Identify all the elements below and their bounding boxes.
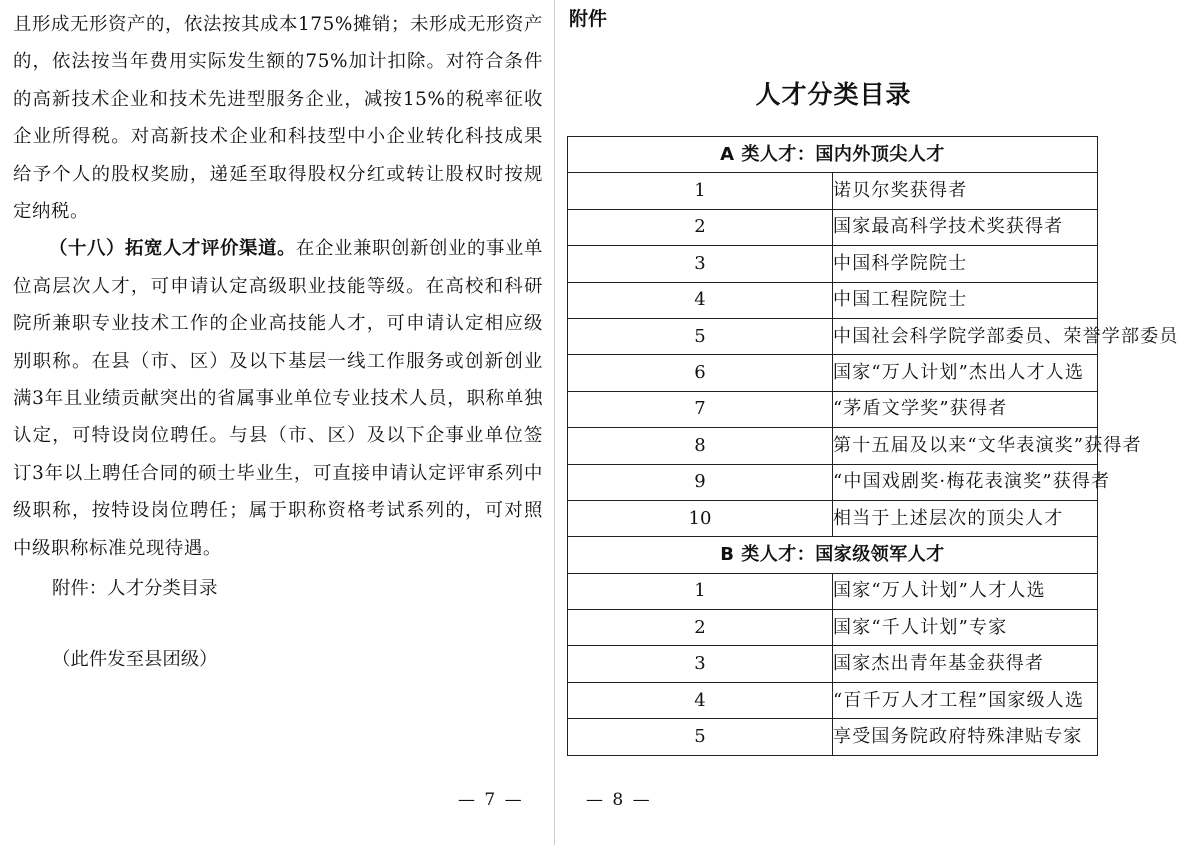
category-b-heading: B 类人才：国家级领军人才 — [568, 537, 1098, 573]
table-row — [568, 573, 1098, 609]
table-row — [568, 428, 1098, 464]
body-text — [13, 6, 543, 567]
row-number: 6 — [568, 355, 833, 391]
document-title: 人才分类目录 — [755, 80, 912, 109]
row-number: 9 — [568, 464, 833, 500]
row-number: 10 — [568, 500, 833, 536]
left-page — [0, 0, 555, 845]
attachment-label: 附件 — [569, 8, 608, 30]
row-number: 7 — [568, 391, 833, 427]
paragraph-2-body: 在企业兼职创新创业的事业单位高层次人才，可申请认定高级职业技能等级。在高校和科研院所兼职专业技术工作的企业高技能人才，可申请认定相应级别职称。在县（市、区）及以下基层一线工作服务或创新创业满3年且业绩贡献突出的省属事业单位专业技术人员，职称单独认定，可特设岗位聘任。与县（市、区）及以下企事业单位签订3年以上聘任合同的硕士毕业生，可直接申请认定评审系列中级职称，按特设岗位聘任；属于职称资格考试系列的，可对照中级职称标准兑现待遇。 — [13, 238, 543, 559]
row-number: 8 — [568, 428, 833, 464]
category-b-heading-row — [568, 537, 1098, 573]
row-number: 3 — [568, 646, 833, 682]
row-number: 3 — [568, 246, 833, 282]
table-row — [568, 318, 1098, 354]
row-text: 享受国务院政府特殊津贴专家 — [833, 719, 1098, 755]
row-text: 相当于上述层次的顶尖人才 — [833, 500, 1098, 536]
table-row — [568, 391, 1098, 427]
row-text: 中国科学院院士 — [833, 246, 1098, 282]
page-number-right: — 8 — — [586, 790, 652, 810]
row-text: 中国社会科学院学部委员、荣誉学部委员 — [833, 318, 1098, 354]
page-number-left: — 7 — — [458, 790, 524, 810]
row-text: 诺贝尔奖获得者 — [833, 173, 1098, 209]
row-number: 2 — [568, 209, 833, 245]
paragraph-1: 且形成无形资产的，依法按其成本175%摊销；未形成无形资产的，依法按当年费用实际发生额的75%加计扣除。对符合条件的高新技术企业和技术先进型服务企业，减按15%的税率征收企业所得税。对高新技术企业和科技型中小企业转化科技成果给予个人的股权奖励，递延至取得股权分红或转让股权时按规定纳税。 — [13, 14, 543, 223]
right-page — [556, 0, 1179, 845]
row-number: 5 — [568, 318, 833, 354]
row-text: “百千万人才工程”国家级人选 — [833, 682, 1098, 718]
row-text: 中国工程院院士 — [833, 282, 1098, 318]
attachment-note: 附件：人才分类目录 — [52, 578, 218, 599]
row-text: “茅盾文学奖”获得者 — [833, 391, 1098, 427]
table-row — [568, 282, 1098, 318]
row-text: 国家“千人计划”专家 — [833, 610, 1098, 646]
row-text: 国家“万人计划”人才人选 — [833, 573, 1098, 609]
table-row — [568, 610, 1098, 646]
table-row — [568, 246, 1098, 282]
section-heading: （十八）拓宽人才评价渠道。 — [49, 238, 296, 260]
row-number: 5 — [568, 719, 833, 755]
row-text: 国家最高科学技术奖获得者 — [833, 209, 1098, 245]
row-text: 国家杰出青年基金获得者 — [833, 646, 1098, 682]
table-row — [568, 173, 1098, 209]
table-row — [568, 719, 1098, 755]
category-a-heading-row — [568, 137, 1098, 173]
table-row — [568, 682, 1098, 718]
distribution-note: （此件发至县团级） — [52, 649, 218, 670]
table-row — [568, 355, 1098, 391]
table-row — [568, 500, 1098, 536]
row-text: 国家“万人计划”杰出人才人选 — [833, 355, 1098, 391]
category-a-heading: A 类人才：国内外顶尖人才 — [568, 137, 1098, 173]
table-row — [568, 209, 1098, 245]
row-number: 2 — [568, 610, 833, 646]
table-row — [568, 646, 1098, 682]
row-number: 4 — [568, 282, 833, 318]
paragraph-2 — [13, 230, 543, 567]
row-number: 1 — [568, 573, 833, 609]
row-number: 1 — [568, 173, 833, 209]
table-row — [568, 464, 1098, 500]
row-number: 4 — [568, 682, 833, 718]
row-text: 第十五届及以来“文华表演奖”获得者 — [833, 428, 1098, 464]
row-text: “中国戏剧奖·梅花表演奖”获得者 — [833, 464, 1098, 500]
talent-table — [567, 136, 1179, 756]
